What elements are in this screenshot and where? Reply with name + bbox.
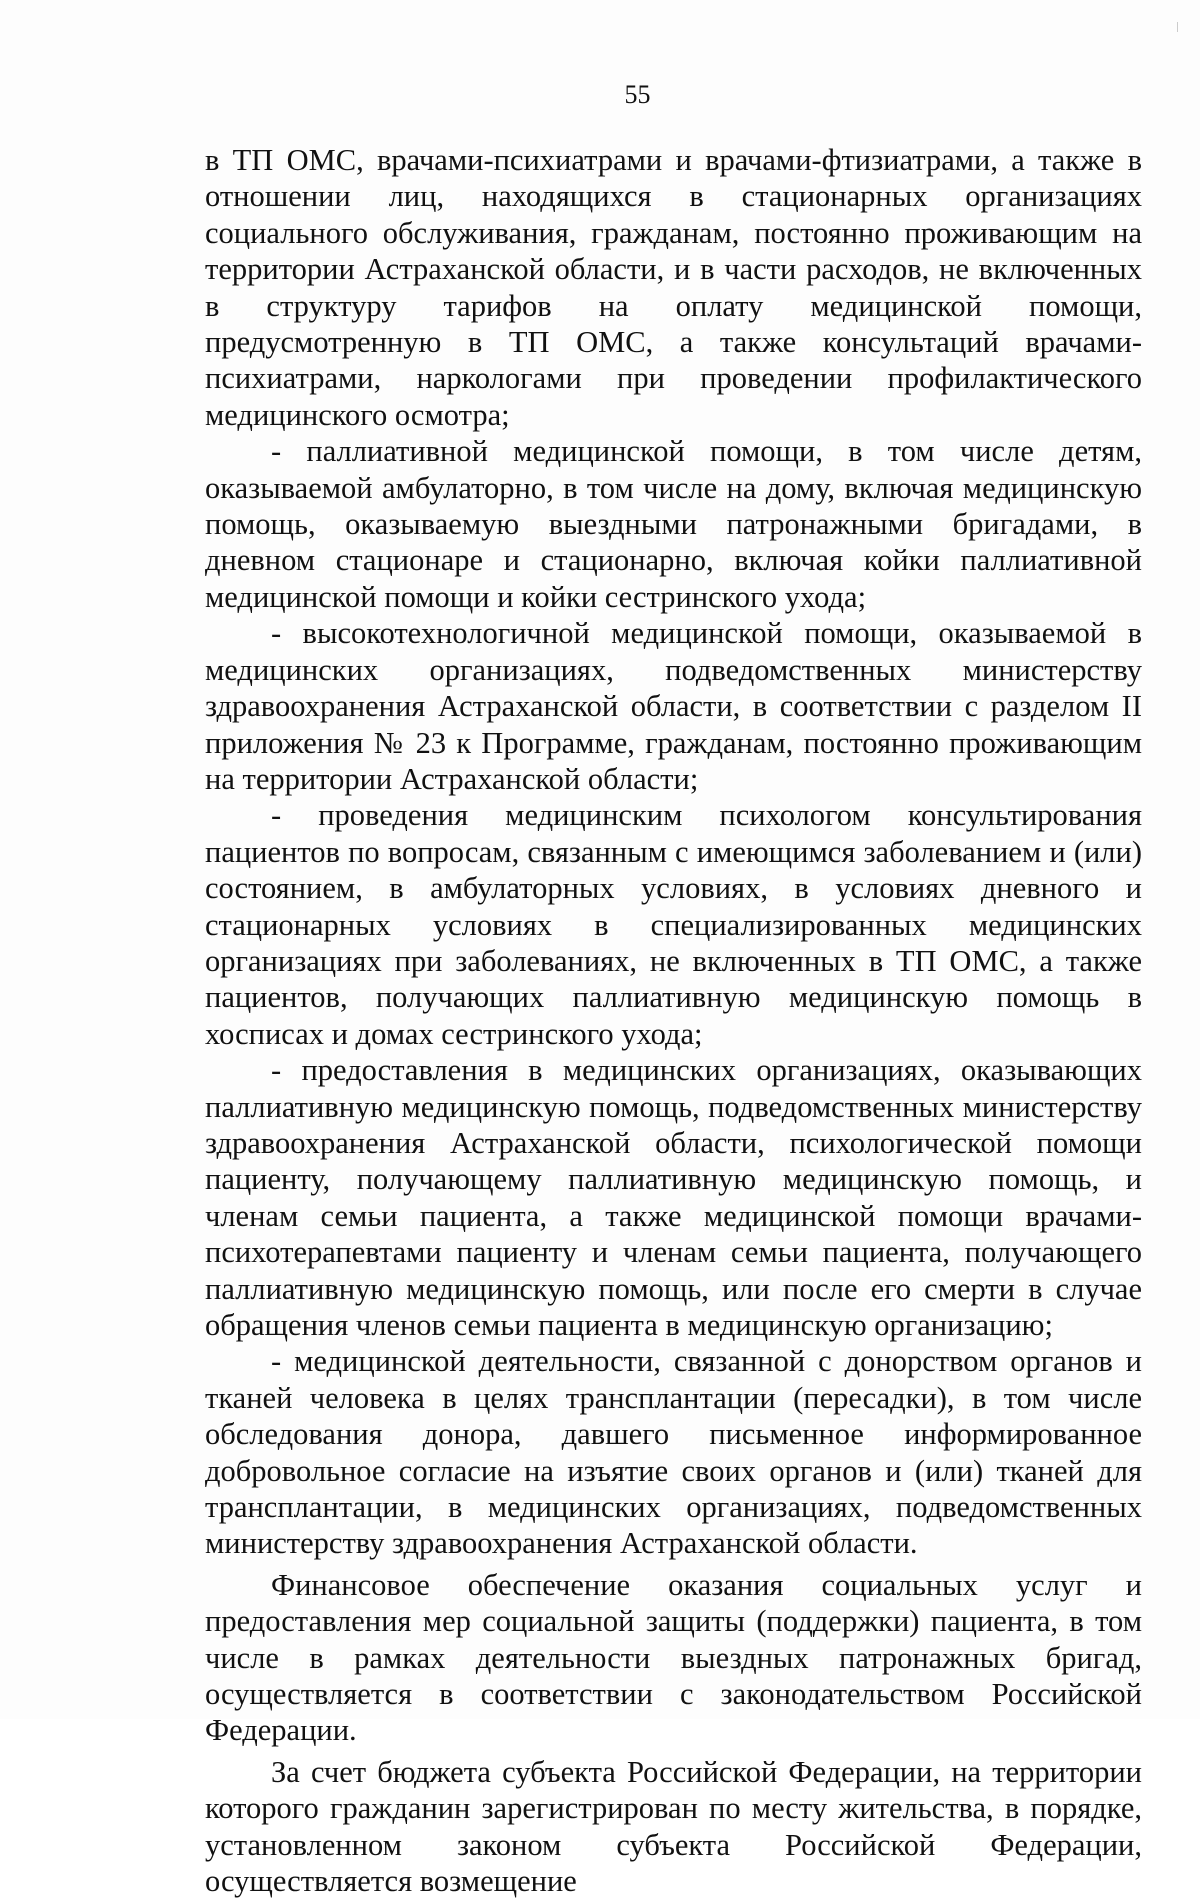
- list-item-psychological-help: - предоставления в медицинских организациях, оказывающих паллиативную медицинскую помощь, подведомственных министерству здравоохранения Астраханской области, психологической помощи пациенту, получающему паллиативную медицинскую помощь, и членам семьи пациента, а также медицинской помощи врачами-психотерапевтами пациенту и членам семьи пациента, получающего паллиативную медицинскую помощь, или после его смерти в случае обращения членов семьи пациента в медицинскую организацию;: [205, 1053, 1142, 1342]
- list-item-organ-donation: - медицинской деятельности, связанной с донорством органов и тканей человека в целях трансплантации (пересадки), в том числе обследования донора, давшего письменное информированное добровольное согласие на изъятие своих органов и (или) тканей для трансплантации, в медицинских организациях, подведомственных министерству здравоохранения Астраханской области.: [205, 1344, 1142, 1561]
- list-item-high-tech-care: - высокотехнологичной медицинской помощи, оказываемой в медицинских организациях, подведомственных министерству здравоохранения Астраханской области, в соответствии с разделом II приложения № 23 к Программе, гражданам, постоянно проживающим на территории Астраханской области;: [205, 616, 1142, 796]
- list-item-psychologist-consulting: - проведения медицинским психологом консультирования пациентов по вопросам, связанным с имеющимся заболеванием и (или) состоянием, в амбулаторных условиях, в условиях дневного и стационарных условиях в специализированных медицинских организациях при заболеваниях, не включенных в ТП ОМС, а также пациентов, получающих паллиативную медицинскую помощь в хосписах и домах сестринского ухода;: [205, 798, 1142, 1051]
- page-number: 55: [624, 80, 651, 109]
- document-body: [205, 142, 1142, 1900]
- list-item-palliative-care: - паллиативной медицинской помощи, в том числе детям, оказываемой амбулаторно, в том числе на дому, включая медицинскую помощь, оказываемую выездными патронажными бригадами, в дневном стационаре и стационарно, включая койки паллиативной медицинской помощи и койки сестринского ухода;: [205, 434, 1142, 614]
- paragraph-social-services-funding: Финансовое обеспечение оказания социальных услуг и предоставления мер социальной защиты (поддержки) пациента, в том числе в рамках деятельности выездных патронажных бригад, осуществляется в соответствии с законодательством Российской Федерации.: [205, 1567, 1142, 1748]
- scan-artifact: [1177, 22, 1178, 32]
- paragraph-continuation: в ТП ОМС, врачами-психиатрами и врачами-фтизиатрами, а также в отношении лиц, находящихся в стационарных организациях социального обслуживания, гражданам, постоянно проживающим на территории Астраханской области, и в части расходов, не включенных в структуру тарифов на оплату медицинской помощи, предусмотренную в ТП ОМС, а также консультаций врачами-психиатрами, наркологами при проведении профилактического медицинского осмотра;: [205, 143, 1142, 432]
- paragraph-regional-budget: За счет бюджета субъекта Российской Федерации, на территории которого гражданин зарегистрирован по месту жительства, в порядке, установленном законом субъекта Российской Федерации, осуществляется возмещение: [205, 1754, 1142, 1899]
